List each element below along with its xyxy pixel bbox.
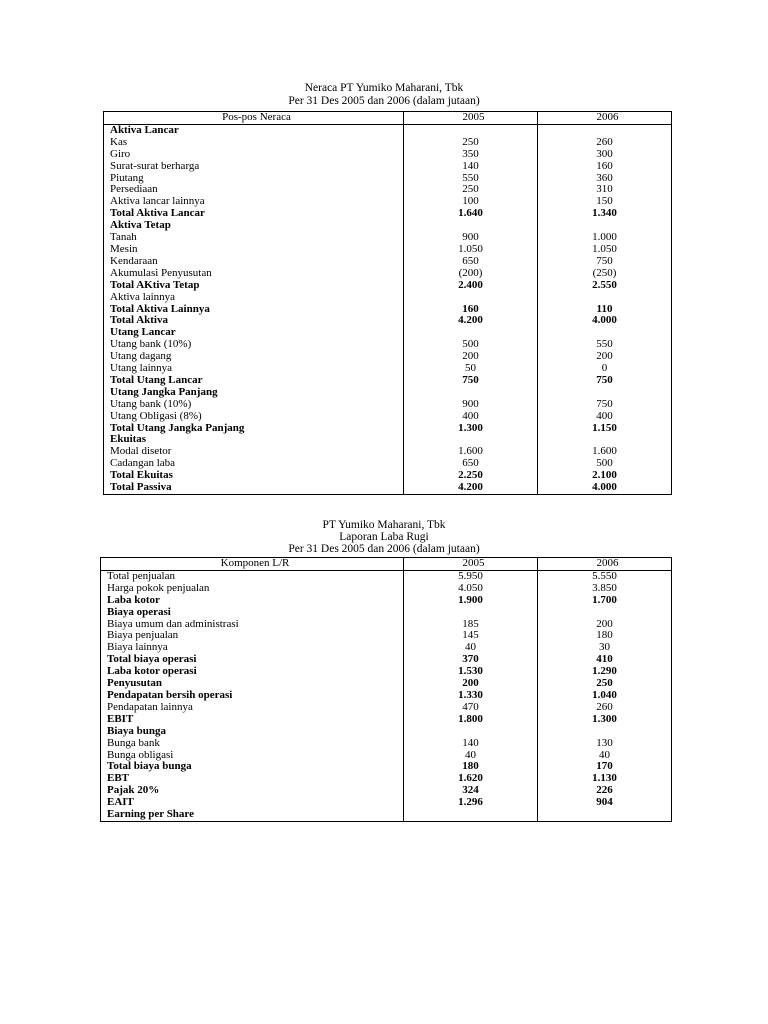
value-2005 — [404, 327, 538, 339]
balance-sheet-subtitle: Per 31 Des 2005 dan 2006 (dalam jutaan) — [288, 95, 480, 107]
table-row — [101, 630, 672, 642]
row-label: Utang lainnya — [104, 363, 404, 375]
column-header: 2006 — [538, 558, 672, 571]
row-label: Total Utang Lancar — [104, 375, 404, 387]
value-2005: 400 — [404, 411, 538, 423]
table-row — [101, 785, 672, 797]
table-row — [104, 423, 672, 435]
table-row — [104, 173, 672, 185]
balance-sheet-table — [103, 111, 672, 495]
value-2006: 40 — [538, 750, 672, 762]
value-2005: 40 — [404, 642, 538, 654]
table-row — [101, 738, 672, 750]
row-label: Utang dagang — [104, 351, 404, 363]
value-2006: 2.100 — [538, 470, 672, 482]
table-row — [101, 750, 672, 762]
table-row — [104, 196, 672, 208]
value-2005: 324 — [404, 785, 538, 797]
value-2006: 750 — [538, 256, 672, 268]
row-label: Piutang — [104, 173, 404, 185]
table-header-row — [104, 112, 672, 125]
table-row — [104, 280, 672, 292]
row-label: Pendapatan bersih operasi — [101, 690, 404, 702]
value-2006: 200 — [538, 351, 672, 363]
value-2005: 1.330 — [404, 690, 538, 702]
row-label: Bunga bank — [101, 738, 404, 750]
row-label: Biaya operasi — [101, 607, 404, 619]
value-2006: 904 — [538, 797, 672, 809]
table-row — [104, 232, 672, 244]
column-header: 2005 — [404, 558, 538, 571]
table-row — [101, 761, 672, 773]
value-2005: 185 — [404, 619, 538, 631]
row-label: Biaya umum dan administrasi — [101, 619, 404, 631]
row-label: Bunga obligasi — [101, 750, 404, 762]
value-2005: 140 — [404, 738, 538, 750]
value-2005: (200) — [404, 268, 538, 280]
table-row — [104, 327, 672, 339]
value-2006 — [538, 809, 672, 821]
value-2006: 0 — [538, 363, 672, 375]
value-2005: 370 — [404, 654, 538, 666]
value-2005 — [404, 124, 538, 136]
row-label: Harga pokok penjualan — [101, 583, 404, 595]
value-2006: 1.600 — [538, 446, 672, 458]
row-label: Utang Jangka Panjang — [104, 387, 404, 399]
table-header-row — [101, 558, 672, 571]
row-label: EAIT — [101, 797, 404, 809]
value-2005: 1.900 — [404, 595, 538, 607]
value-2005: 1.600 — [404, 446, 538, 458]
table-row — [101, 773, 672, 785]
table-row — [104, 244, 672, 256]
table-row — [101, 726, 672, 738]
value-2006: 5.550 — [538, 570, 672, 582]
column-header: 2005 — [404, 112, 538, 125]
row-label: Persediaan — [104, 184, 404, 196]
table-row — [104, 184, 672, 196]
value-2005: 160 — [404, 304, 538, 316]
value-2005: 145 — [404, 630, 538, 642]
table-row — [104, 482, 672, 494]
value-2006: 310 — [538, 184, 672, 196]
value-2005: 4.050 — [404, 583, 538, 595]
table-row — [101, 595, 672, 607]
value-2005: 900 — [404, 232, 538, 244]
row-label: Total biaya bunga — [101, 761, 404, 773]
value-2005: 250 — [404, 137, 538, 149]
value-2005: 100 — [404, 196, 538, 208]
value-2005: 900 — [404, 399, 538, 411]
value-2006 — [538, 220, 672, 232]
row-label: Total Aktiva — [104, 315, 404, 327]
row-label: Aktiva Tetap — [104, 220, 404, 232]
value-2006 — [538, 726, 672, 738]
value-2006: 750 — [538, 399, 672, 411]
table-row — [104, 351, 672, 363]
row-label: Ekuitas — [104, 434, 404, 446]
table-row — [101, 607, 672, 619]
row-label: Total Passiva — [104, 482, 404, 494]
income-statement-subtitle: Laporan Laba Rugi — [339, 531, 429, 543]
value-2006: 750 — [538, 375, 672, 387]
value-2005: 4.200 — [404, 482, 538, 494]
row-label: Kas — [104, 137, 404, 149]
value-2006: 30 — [538, 642, 672, 654]
value-2006 — [538, 387, 672, 399]
value-2006: 1.130 — [538, 773, 672, 785]
row-label: Biaya penjualan — [101, 630, 404, 642]
table-row — [104, 220, 672, 232]
row-label: Utang Lancar — [104, 327, 404, 339]
value-2006: 1.040 — [538, 690, 672, 702]
row-label: Modal disetor — [104, 446, 404, 458]
value-2005: 550 — [404, 173, 538, 185]
value-2005: 1.530 — [404, 666, 538, 678]
value-2006: 200 — [538, 619, 672, 631]
value-2005: 200 — [404, 678, 538, 690]
row-label: Tanah — [104, 232, 404, 244]
table-row — [104, 292, 672, 304]
value-2006: 130 — [538, 738, 672, 750]
value-2006: 110 — [538, 304, 672, 316]
row-label: Earning per Share — [101, 809, 404, 821]
value-2006: 170 — [538, 761, 672, 773]
row-label: Pendapatan lainnya — [101, 702, 404, 714]
row-label: Surat-surat berharga — [104, 161, 404, 173]
table-row — [104, 446, 672, 458]
value-2006: 150 — [538, 196, 672, 208]
value-2006: 226 — [538, 785, 672, 797]
value-2006: 300 — [538, 149, 672, 161]
value-2006: 1.050 — [538, 244, 672, 256]
row-label: Laba kotor operasi — [101, 666, 404, 678]
table-row — [101, 570, 672, 582]
value-2006: 1.290 — [538, 666, 672, 678]
table-row — [104, 399, 672, 411]
income-statement-period: Per 31 Des 2005 dan 2006 (dalam jutaan) — [288, 543, 480, 555]
value-2005 — [404, 726, 538, 738]
table-row — [104, 315, 672, 327]
value-2006: 1.300 — [538, 714, 672, 726]
value-2006: 250 — [538, 678, 672, 690]
table-row — [104, 458, 672, 470]
row-label: Cadangan laba — [104, 458, 404, 470]
value-2005: 4.200 — [404, 315, 538, 327]
value-2006: 1.340 — [538, 208, 672, 220]
row-label: Aktiva lancar lainnya — [104, 196, 404, 208]
table-row — [104, 375, 672, 387]
row-label: EBIT — [101, 714, 404, 726]
value-2005: 500 — [404, 339, 538, 351]
row-label: Giro — [104, 149, 404, 161]
table-row — [101, 583, 672, 595]
value-2005 — [404, 387, 538, 399]
value-2005: 2.400 — [404, 280, 538, 292]
table-row — [104, 161, 672, 173]
value-2006: 410 — [538, 654, 672, 666]
value-2005 — [404, 809, 538, 821]
value-2006: 400 — [538, 411, 672, 423]
value-2006: 160 — [538, 161, 672, 173]
value-2006: 550 — [538, 339, 672, 351]
value-2005: 40 — [404, 750, 538, 762]
value-2005: 2.250 — [404, 470, 538, 482]
row-label: Utang bank (10%) — [104, 339, 404, 351]
table-row — [104, 363, 672, 375]
table-row — [101, 702, 672, 714]
value-2006: 4.000 — [538, 482, 672, 494]
value-2006: (250) — [538, 268, 672, 280]
value-2005: 250 — [404, 184, 538, 196]
value-2006: 4.000 — [538, 315, 672, 327]
value-2005: 470 — [404, 702, 538, 714]
table-row — [101, 714, 672, 726]
value-2006: 260 — [538, 702, 672, 714]
value-2006 — [538, 292, 672, 304]
value-2005: 1.050 — [404, 244, 538, 256]
value-2005: 50 — [404, 363, 538, 375]
row-label: Total biaya operasi — [101, 654, 404, 666]
value-2006: 260 — [538, 137, 672, 149]
value-2005 — [404, 607, 538, 619]
value-2005: 750 — [404, 375, 538, 387]
table-row — [104, 256, 672, 268]
row-label: Penyusutan — [101, 678, 404, 690]
table-row — [101, 666, 672, 678]
value-2005: 1.296 — [404, 797, 538, 809]
value-2005: 1.620 — [404, 773, 538, 785]
row-label: Total AKtiva Tetap — [104, 280, 404, 292]
value-2005: 350 — [404, 149, 538, 161]
table-row — [104, 434, 672, 446]
row-label: Pajak 20% — [101, 785, 404, 797]
table-row — [104, 387, 672, 399]
value-2005 — [404, 220, 538, 232]
column-header: 2006 — [538, 112, 672, 125]
row-label: Total Aktiva Lainnya — [104, 304, 404, 316]
value-2005: 1.300 — [404, 423, 538, 435]
table-row — [101, 642, 672, 654]
value-2006: 2.550 — [538, 280, 672, 292]
table-row — [101, 619, 672, 631]
value-2005: 1.800 — [404, 714, 538, 726]
value-2005: 5.950 — [404, 570, 538, 582]
table-row — [101, 654, 672, 666]
table-row — [104, 339, 672, 351]
value-2006: 1.700 — [538, 595, 672, 607]
value-2006 — [538, 327, 672, 339]
value-2006: 3.850 — [538, 583, 672, 595]
value-2005: 650 — [404, 256, 538, 268]
value-2005: 1.640 — [404, 208, 538, 220]
row-label: Akumulasi Penyusutan — [104, 268, 404, 280]
table-row — [104, 411, 672, 423]
value-2006 — [538, 607, 672, 619]
value-2005: 200 — [404, 351, 538, 363]
value-2005 — [404, 434, 538, 446]
row-label: Mesin — [104, 244, 404, 256]
row-label: Utang Obligasi (8%) — [104, 411, 404, 423]
table-row — [104, 470, 672, 482]
row-label: EBT — [101, 773, 404, 785]
value-2006 — [538, 124, 672, 136]
column-header: Pos-pos Neraca — [104, 112, 404, 125]
row-label: Biaya bunga — [101, 726, 404, 738]
row-label: Biaya lainnya — [101, 642, 404, 654]
value-2006: 180 — [538, 630, 672, 642]
table-row — [101, 678, 672, 690]
value-2005: 140 — [404, 161, 538, 173]
balance-sheet-title: Neraca PT Yumiko Maharani, Tbk — [304, 82, 464, 94]
income-statement-table — [100, 557, 672, 822]
value-2005 — [404, 292, 538, 304]
row-label: Total Ekuitas — [104, 470, 404, 482]
row-label: Kendaraan — [104, 256, 404, 268]
value-2006 — [538, 434, 672, 446]
row-label: Total Aktiva Lancar — [104, 208, 404, 220]
value-2006: 1.150 — [538, 423, 672, 435]
row-label: Aktiva lainnya — [104, 292, 404, 304]
value-2006: 500 — [538, 458, 672, 470]
table-row — [104, 149, 672, 161]
table-row — [101, 809, 672, 821]
row-label: Aktiva Lancar — [104, 124, 404, 136]
row-label: Utang bank (10%) — [104, 399, 404, 411]
column-header: Komponen L/R — [101, 558, 404, 571]
table-row — [104, 137, 672, 149]
table-row — [101, 690, 672, 702]
row-label: Total penjualan — [101, 570, 404, 582]
table-row — [104, 208, 672, 220]
value-2006: 360 — [538, 173, 672, 185]
row-label: Laba kotor — [101, 595, 404, 607]
row-label: Total Utang Jangka Panjang — [104, 423, 404, 435]
table-row — [104, 304, 672, 316]
table-row — [104, 268, 672, 280]
income-statement-title: PT Yumiko Maharani, Tbk — [322, 519, 446, 531]
value-2006: 1.000 — [538, 232, 672, 244]
table-row — [104, 124, 672, 136]
table-row — [101, 797, 672, 809]
value-2005: 650 — [404, 458, 538, 470]
value-2005: 180 — [404, 761, 538, 773]
